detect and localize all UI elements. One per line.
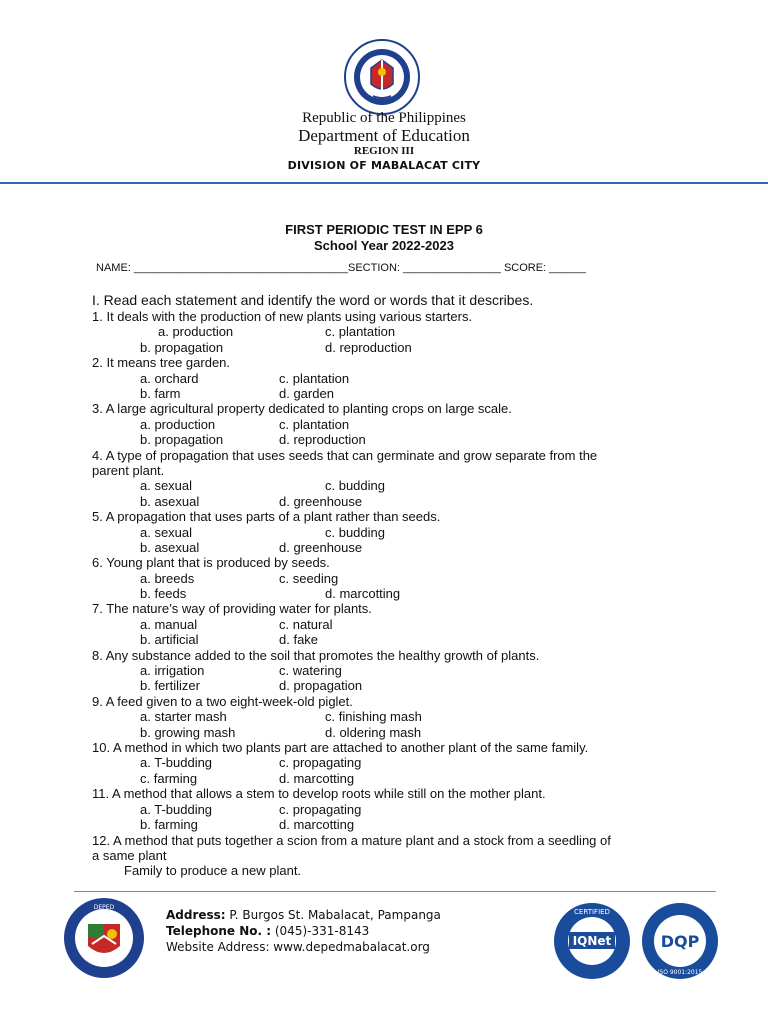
choice: d. reproduction <box>325 340 412 355</box>
question-1: 1. It deals with the production of new plants using various starters. <box>92 309 473 324</box>
address-line <box>166 908 441 922</box>
choice: d. marcotting <box>279 817 355 832</box>
choice: c. budding <box>325 525 385 540</box>
question-9: 9. A feed given to a two eight-week-old piglet. <box>92 694 353 709</box>
question-4: 4. A type of propagation that uses seeds that can germinate and grow separate from the <box>92 448 598 463</box>
iqnet-certified-logo <box>552 901 632 981</box>
dqp-iso-logo <box>640 901 720 981</box>
svg-text:DQP: DQP <box>660 932 700 951</box>
choice: a. sexual <box>140 478 193 493</box>
phone-line <box>166 924 369 938</box>
department-line: Department of Education <box>298 126 470 145</box>
choice: c. budding <box>325 478 385 493</box>
deped-seal-logo <box>343 38 421 116</box>
header-divider <box>0 182 768 184</box>
svg-text:IQNet: IQNet <box>572 934 612 948</box>
question-10: 10. A method in which two plants part are attached to another plant of the same family. <box>92 740 589 755</box>
choice: d. marcotting <box>279 771 355 786</box>
choice: c. propagating <box>279 755 362 770</box>
question-12: 12. A method that puts together a scion from a mature plant and a stock from a seedling of <box>92 833 611 848</box>
choice: a. orchard <box>140 371 199 386</box>
address-value: P. Burgos St. Mabalacat, Pampanga <box>225 908 441 922</box>
choice: a. breeds <box>140 571 195 586</box>
choice: b. asexual <box>140 540 200 555</box>
phone-value: (045)-331-8143 <box>271 924 370 938</box>
question-12-cont2: Family to produce a new plant. <box>124 863 302 878</box>
division-seal-logo <box>62 896 146 980</box>
phone-label: Telephone No. : <box>166 924 272 938</box>
choice: b. growing mash <box>140 725 236 740</box>
question-6: 6. Young plant that is produced by seeds. <box>92 555 330 570</box>
choice: c. seeding <box>279 571 339 586</box>
instructions: I. Read each statement and identify the word or words that it describes. <box>92 292 534 308</box>
republic-line: Republic of the Philippines <box>302 110 466 126</box>
question-3: 3. A large agricultural property dedicated to planting crops on large scale. <box>92 401 512 416</box>
choice: c. natural <box>279 617 333 632</box>
question-12-cont: a same plant <box>92 848 167 863</box>
question-7: 7. The nature’s way of providing water for plants. <box>92 601 372 616</box>
choice: b. feeds <box>140 586 187 601</box>
choice: d. greenhouse <box>279 494 363 509</box>
choice: d. marcotting <box>325 586 401 601</box>
footer-divider <box>74 891 716 892</box>
choice: a. irrigation <box>140 663 205 678</box>
choice: d. propagation <box>279 678 363 693</box>
choice: c. finishing mash <box>325 709 422 724</box>
test-title: FIRST PERIODIC TEST IN EPP 6 <box>285 222 483 237</box>
choice: d. reproduction <box>279 432 366 447</box>
question-4-cont: parent plant. <box>92 463 165 478</box>
svg-text:CERTIFIED: CERTIFIED <box>574 908 610 916</box>
division-line: DIVISION OF MABALACAT CITY <box>287 159 481 172</box>
choice: d. oldering mash <box>325 725 422 740</box>
region-line: REGION III <box>353 145 415 157</box>
choice: a. T-budding <box>140 755 213 770</box>
choice: b. farming <box>140 817 198 832</box>
school-year: School Year 2022-2023 <box>314 238 454 253</box>
name-section-score-line: NAME: ___________________________________SECTION: ________________ SCORE: ______ <box>96 262 586 274</box>
choice: c. plantation <box>279 417 350 432</box>
choice: d. greenhouse <box>279 540 363 555</box>
question-5: 5. A propagation that uses parts of a plant rather than seeds. <box>92 509 441 524</box>
choice: b. asexual <box>140 494 200 509</box>
choice: c. plantation <box>279 371 350 386</box>
website-line: Website Address: www.depedmabalacat.org <box>166 940 430 954</box>
question-11: 11. A method that allows a stem to develop roots while still on the mother plant. <box>92 786 546 801</box>
choice: b. propagation <box>140 432 224 447</box>
choice: b. farm <box>140 386 181 401</box>
question-8: 8. Any substance added to the soil that promotes the healthy growth of plants. <box>92 648 540 663</box>
choice: a. T-budding <box>140 802 213 817</box>
choice: b. propagation <box>140 340 224 355</box>
choice: b. artificial <box>140 632 199 647</box>
choice: c. watering <box>279 663 342 678</box>
question-2: 2. It means tree garden. <box>92 355 231 370</box>
svg-text:DEPED: DEPED <box>93 904 115 911</box>
choice: a. production <box>158 324 234 339</box>
choice: a. sexual <box>140 525 193 540</box>
choice: a. starter mash <box>140 709 227 724</box>
address-label: Address: <box>166 908 226 922</box>
choice: a. manual <box>140 617 198 632</box>
choice: b. fertilizer <box>140 678 200 693</box>
choice: a. production <box>140 417 216 432</box>
choice: c. farming <box>140 771 198 786</box>
svg-text:ISO 9001:2015: ISO 9001:2015 <box>657 969 703 976</box>
choice: c. propagating <box>279 802 362 817</box>
choice: d. garden <box>279 386 334 401</box>
choice: c. plantation <box>325 324 396 339</box>
choice: d. fake <box>279 632 319 647</box>
